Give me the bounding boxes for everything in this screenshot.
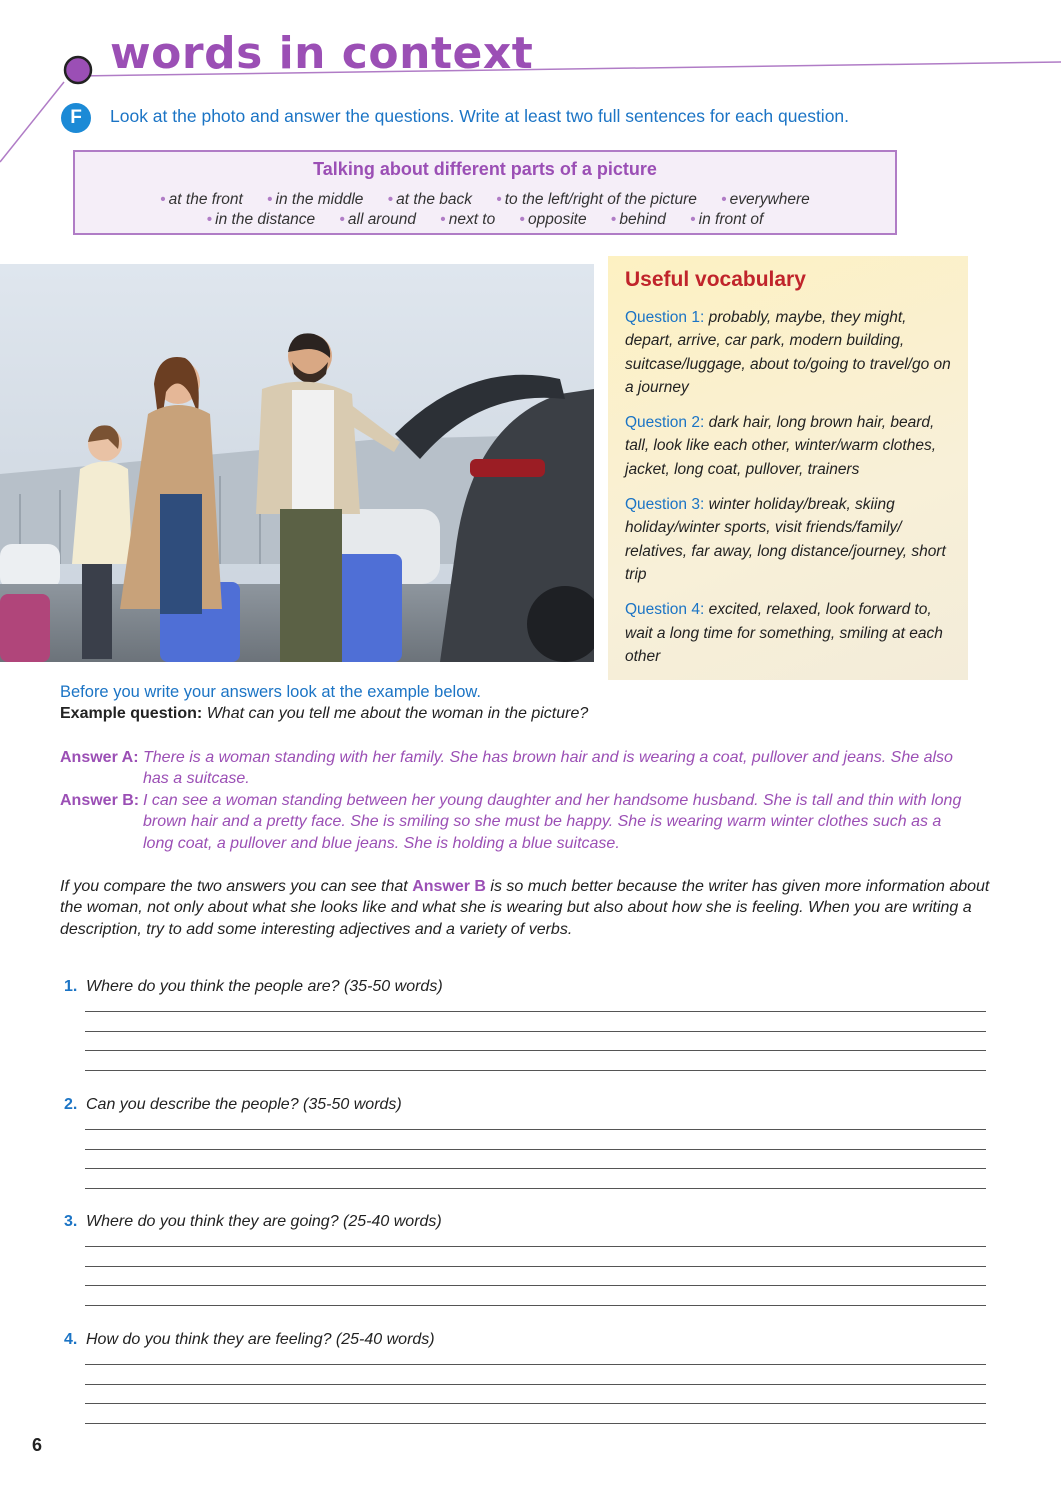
phrase-item: • behind xyxy=(611,211,666,228)
vocabulary-question-label: Question 4: xyxy=(625,601,705,619)
vocabulary-words: winter holiday/break, skiing holiday/winter sports, visit friends/family/ relatives, far away, long distance/journey, short trip xyxy=(625,496,946,583)
comparison-highlight: Answer B xyxy=(412,878,486,895)
phrase-item: • all around xyxy=(339,211,416,228)
answer-line[interactable] xyxy=(85,1070,986,1071)
phrase-item: • next to xyxy=(440,211,495,228)
answer-a-text: There is a woman standing with her family. She has brown hair and is wearing a coat, pullover and jeans. She also has a suitcase. xyxy=(143,749,953,788)
question-text: Can you describe the people? (35-50 words) xyxy=(86,1096,402,1113)
phrase-item: • everywhere xyxy=(721,191,810,208)
comparison-paragraph xyxy=(60,876,990,940)
vocabulary-item xyxy=(625,598,952,668)
section-badge: F xyxy=(61,103,91,133)
parked-car xyxy=(0,544,60,589)
header-diagonal xyxy=(0,82,64,162)
question-block xyxy=(64,1096,986,1196)
question-number: 2. xyxy=(64,1096,78,1113)
answer-line[interactable] xyxy=(85,1266,986,1267)
vocabulary-item xyxy=(625,411,952,481)
instruction-text: Look at the photo and answer the questions. Write at least two full sentences for each question. xyxy=(110,106,850,126)
answer-line[interactable] xyxy=(85,1168,986,1169)
answer-a xyxy=(60,747,975,790)
answer-line[interactable] xyxy=(85,1305,986,1306)
phrase-item: • at the back xyxy=(388,191,472,208)
answer-line[interactable] xyxy=(85,1403,986,1404)
family-photo xyxy=(0,264,594,662)
example-intro: Before you write your answers look at the example below. xyxy=(60,683,481,701)
vocabulary-words: probably, maybe, they might, depart, arrive, car park, modern building, suitcase/luggage, about to/going to travel/go on a journey xyxy=(625,309,951,396)
question-number: 4. xyxy=(64,1331,78,1348)
comparison-text-start: If you compare the two answers you can see that xyxy=(60,878,413,895)
vocabulary-question-label: Question 1: xyxy=(625,309,705,326)
answer-a-label: Answer A: xyxy=(60,749,139,766)
suv-taillight xyxy=(470,459,545,477)
example-question-line xyxy=(60,705,588,723)
example-question-label: Example question: xyxy=(60,705,203,722)
pink-backpack xyxy=(0,594,50,662)
vocabulary-item xyxy=(625,493,952,586)
phrase-item: • in the middle xyxy=(267,191,363,208)
answer-line[interactable] xyxy=(85,1246,986,1247)
answer-line[interactable] xyxy=(85,1364,986,1365)
answer-line[interactable] xyxy=(85,1011,986,1012)
woman-jeans xyxy=(160,494,202,614)
phrase-row xyxy=(75,191,895,209)
answer-line[interactable] xyxy=(85,1031,986,1032)
header-dot xyxy=(65,57,91,83)
question-block xyxy=(64,1331,986,1431)
vocabulary-box xyxy=(608,256,968,680)
header-decoration xyxy=(0,0,1061,170)
girl-jacket xyxy=(72,462,132,565)
vocabulary-item xyxy=(625,306,952,399)
question-block xyxy=(64,978,986,1078)
man-trousers xyxy=(280,509,342,662)
answer-b xyxy=(60,790,975,854)
phrase-box xyxy=(73,150,897,235)
man-pullover xyxy=(292,390,334,510)
answer-line[interactable] xyxy=(85,1050,986,1051)
answer-line[interactable] xyxy=(85,1285,986,1286)
comparison-text-end: is so much better because the writer has given more information about the woman, not only about what she looks like and what she is wearing but also about how she is feeling. When you are writing a description, try to add some interesting adjectives and a variety of verbs. xyxy=(60,878,990,938)
girl-legs xyxy=(82,564,112,659)
question-text: How do you think they are feeling? (25-40 words) xyxy=(86,1331,435,1348)
page-number: 6 xyxy=(32,1435,43,1455)
phrase-item: • at the front xyxy=(160,191,243,208)
answer-line[interactable] xyxy=(85,1384,986,1385)
question-text: Where do you think the people are? (35-50 words) xyxy=(86,978,443,995)
vocabulary-question-label: Question 3: xyxy=(625,496,705,514)
answer-line[interactable] xyxy=(85,1188,986,1189)
vocabulary-question-label: Question 2: xyxy=(625,414,705,432)
vocabulary-words: dark hair, long brown hair, beard, tall, look like each other, winter/warm clothes, jacket, long coat, pullover, trainers xyxy=(625,414,936,478)
question-block xyxy=(64,1213,986,1313)
phrase-row xyxy=(75,211,895,229)
question-number: 1. xyxy=(64,978,78,995)
phrase-item: • in the distance xyxy=(207,211,315,228)
answer-line[interactable] xyxy=(85,1129,986,1130)
phrase-item: • opposite xyxy=(520,211,587,228)
example-question-text: What can you tell me about the woman in the picture? xyxy=(206,705,589,722)
page-title: words in context xyxy=(110,28,534,79)
phrase-item: • to the left/right of the picture xyxy=(496,191,697,208)
question-text: Where do you think they are going? (25-40 words) xyxy=(86,1213,442,1230)
question-number: 3. xyxy=(64,1213,78,1230)
answer-b-text: I can see a woman standing between her young daughter and her handsome husband. She is tall and thin with long brown hair and a pretty face. She is smiling so she must be happy. She is wearing warm winter clothes such as a long coat, a pullover and blue jeans. She is holding a blue suitcase. xyxy=(143,792,962,852)
answer-line[interactable] xyxy=(85,1423,986,1424)
phrase-box-title: Talking about different parts of a picture xyxy=(313,159,657,179)
answer-b-label: Answer B: xyxy=(60,792,140,809)
vocabulary-words: excited, relaxed, look forward to, wait a long time for something, smiling at each other xyxy=(625,601,943,665)
phrase-item: • in front of xyxy=(690,211,763,228)
answer-line[interactable] xyxy=(85,1149,986,1150)
vocabulary-title: Useful vocabulary xyxy=(625,268,806,291)
